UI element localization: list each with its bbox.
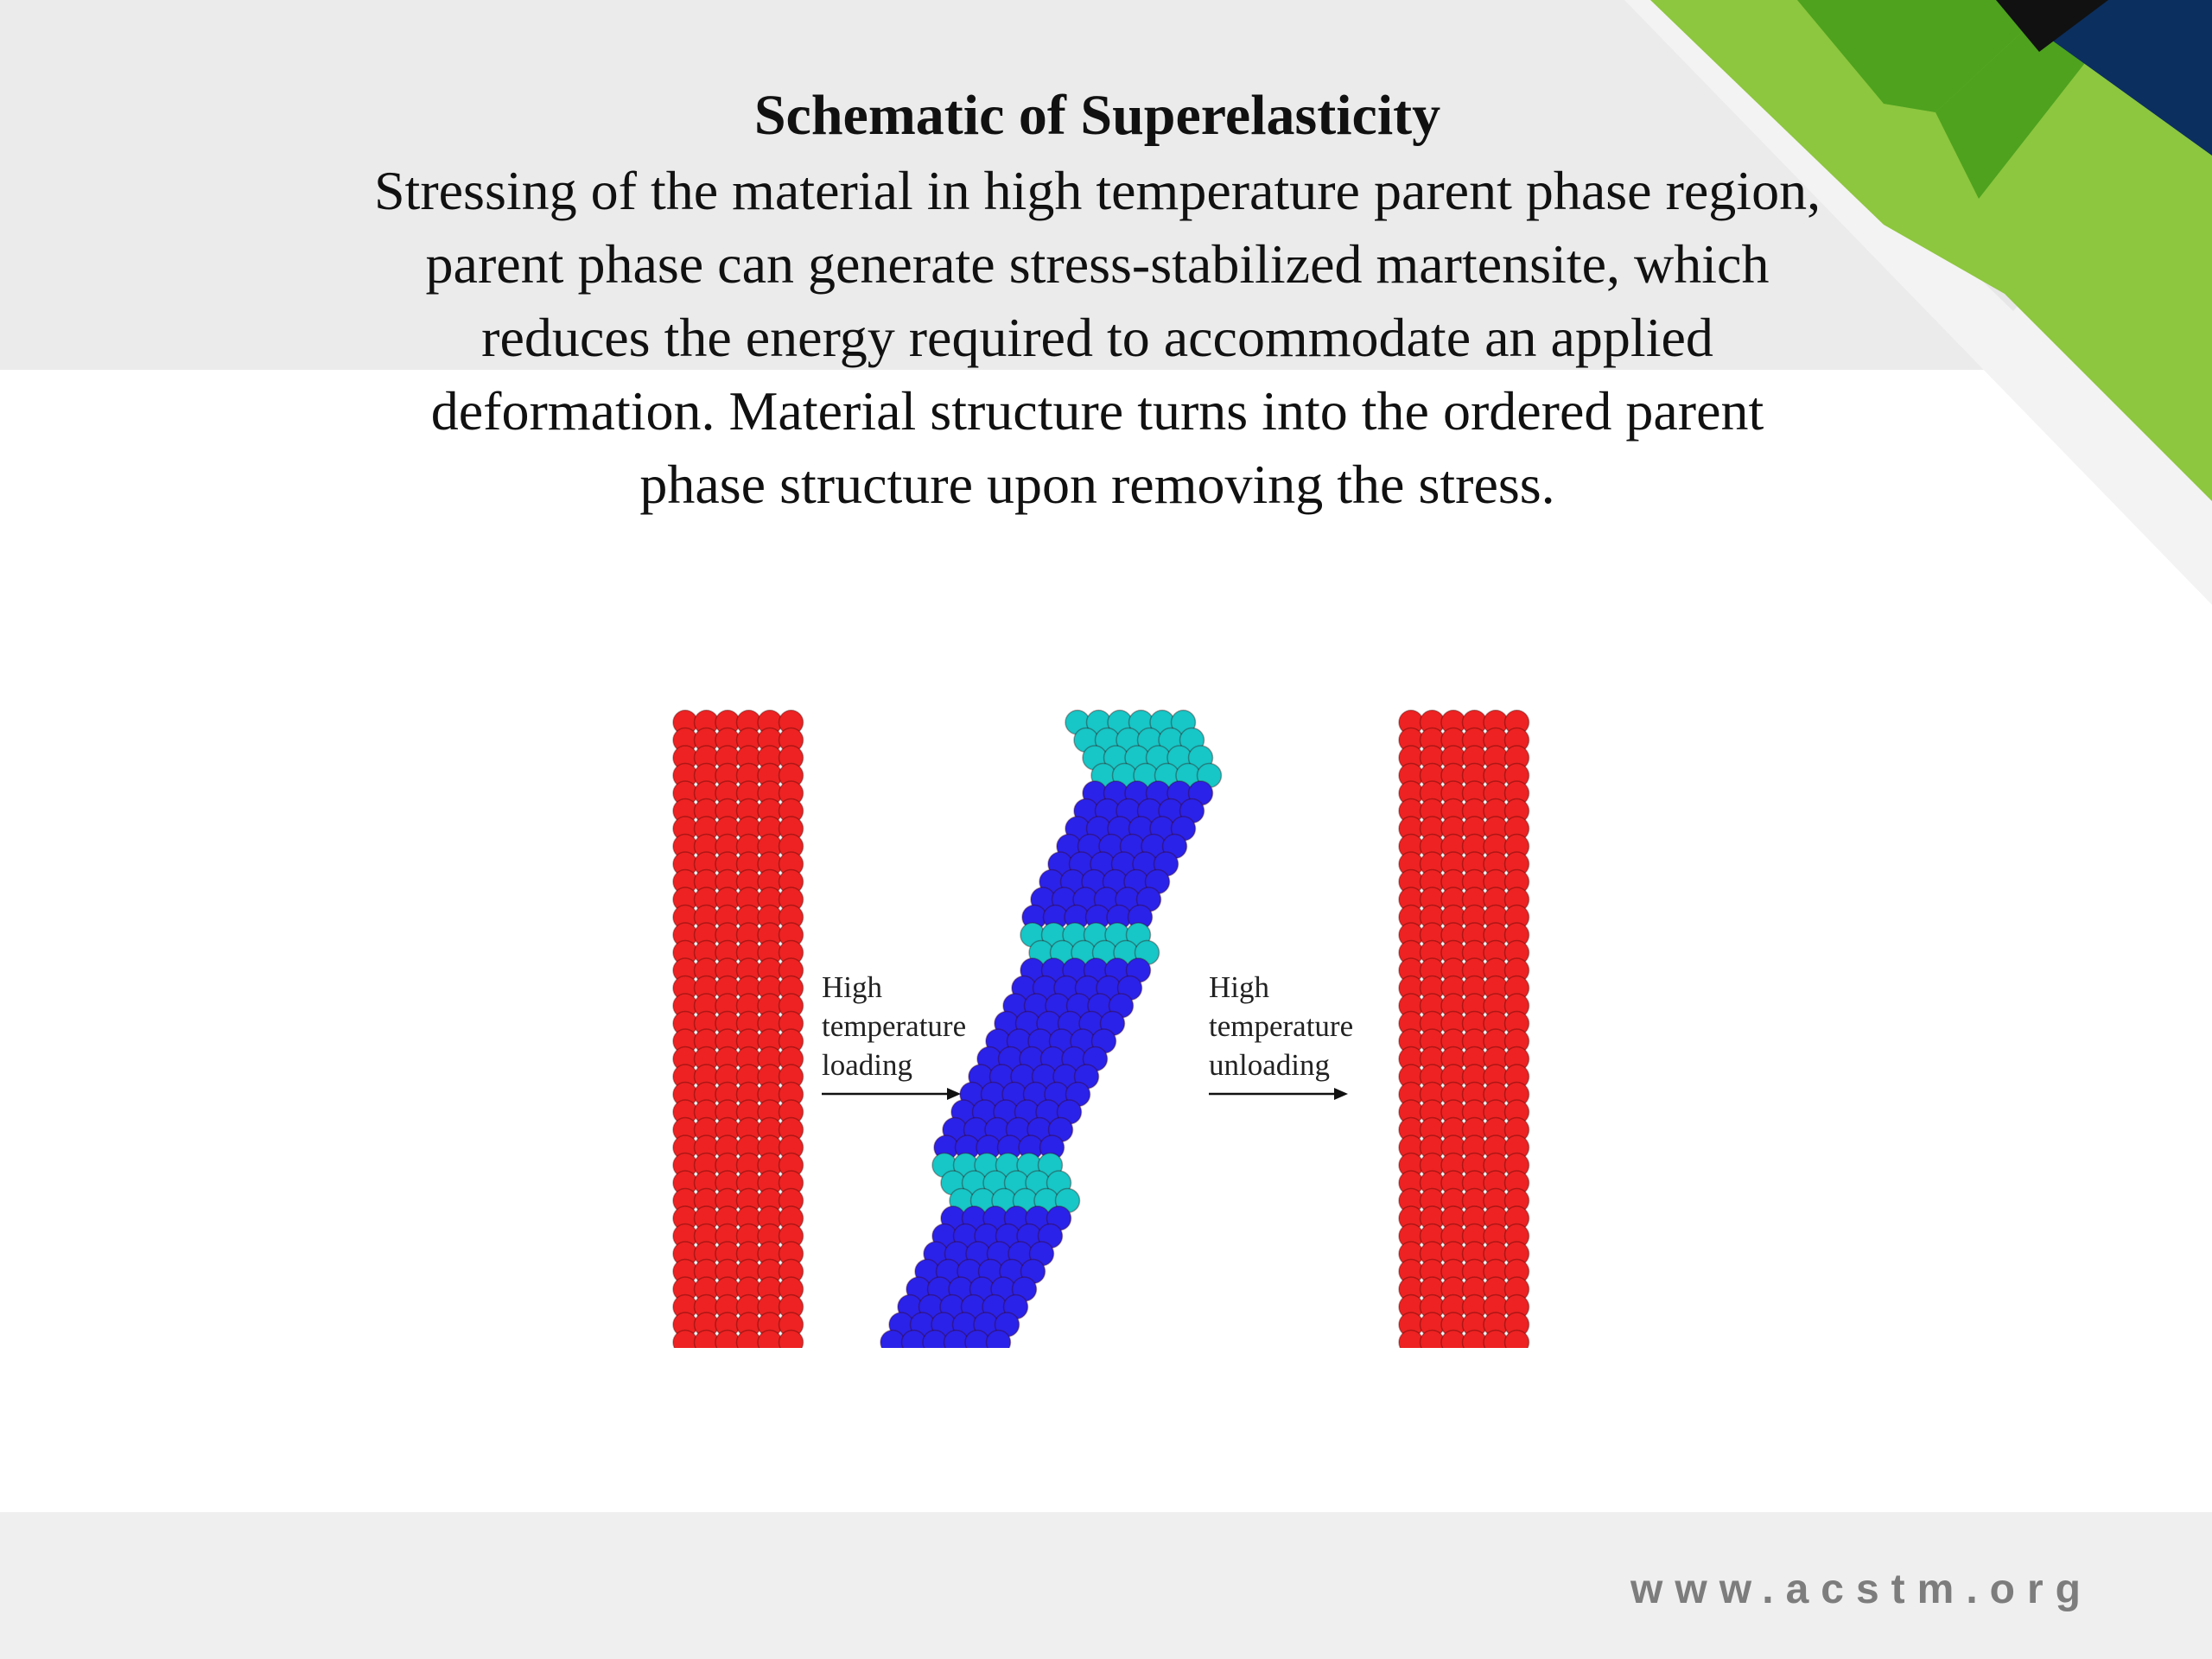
atom-lattice-svg — [657, 691, 1555, 1348]
martensite-atom — [965, 1331, 989, 1349]
parent-phase-atom — [715, 1331, 740, 1349]
loading-label-line-3: loading — [822, 1048, 912, 1082]
parent-phase-atom — [695, 1331, 719, 1349]
superelasticity-diagram — [657, 691, 1555, 1348]
martensite-atom — [944, 1331, 969, 1349]
unloading-label-line-3: unloading — [1209, 1048, 1330, 1082]
martensite-atom — [902, 1331, 926, 1349]
parent-phase-atom — [779, 1331, 804, 1349]
slide-title: Schematic of Superelasticity — [753, 84, 1441, 147]
martensite-atom — [880, 1331, 905, 1349]
unloading-label-line-2: temperature — [1209, 1009, 1354, 1043]
unloading-arrow-head — [1334, 1088, 1348, 1100]
parent-phase-atom — [758, 1331, 782, 1349]
unloading-label-line-1: High — [1209, 970, 1269, 1004]
website-url: www.acstm.org — [1630, 1567, 2093, 1612]
parent-phase-atom — [1441, 1331, 1465, 1349]
parent-phase-atom — [1505, 1331, 1529, 1349]
parent-phase-atom — [1463, 1331, 1487, 1349]
parent-phase-atom — [1421, 1331, 1445, 1349]
martensite-atom — [987, 1331, 1011, 1349]
parent-phase-atom — [673, 1331, 697, 1349]
loading-label-line-2: temperature — [822, 1009, 967, 1043]
parent-phase-atom — [1484, 1331, 1508, 1349]
loading-label-line-1: High — [822, 970, 882, 1004]
unloading-label — [1209, 968, 1353, 1084]
loading-arrow-head — [947, 1088, 961, 1100]
parent-phase-atom — [1399, 1331, 1423, 1349]
loading-label — [822, 968, 966, 1084]
parent-phase-atom — [737, 1331, 761, 1349]
martensite-atom — [923, 1331, 947, 1349]
slide-body-text: Stressing of the material in high temperature parent phase region, parent phase can generate stress-stabilized martensite, which reduces the energy required to accommodate an applied deformation. Material structure turns into the ordered parent phase structure upon removing the stress. — [373, 160, 1821, 515]
